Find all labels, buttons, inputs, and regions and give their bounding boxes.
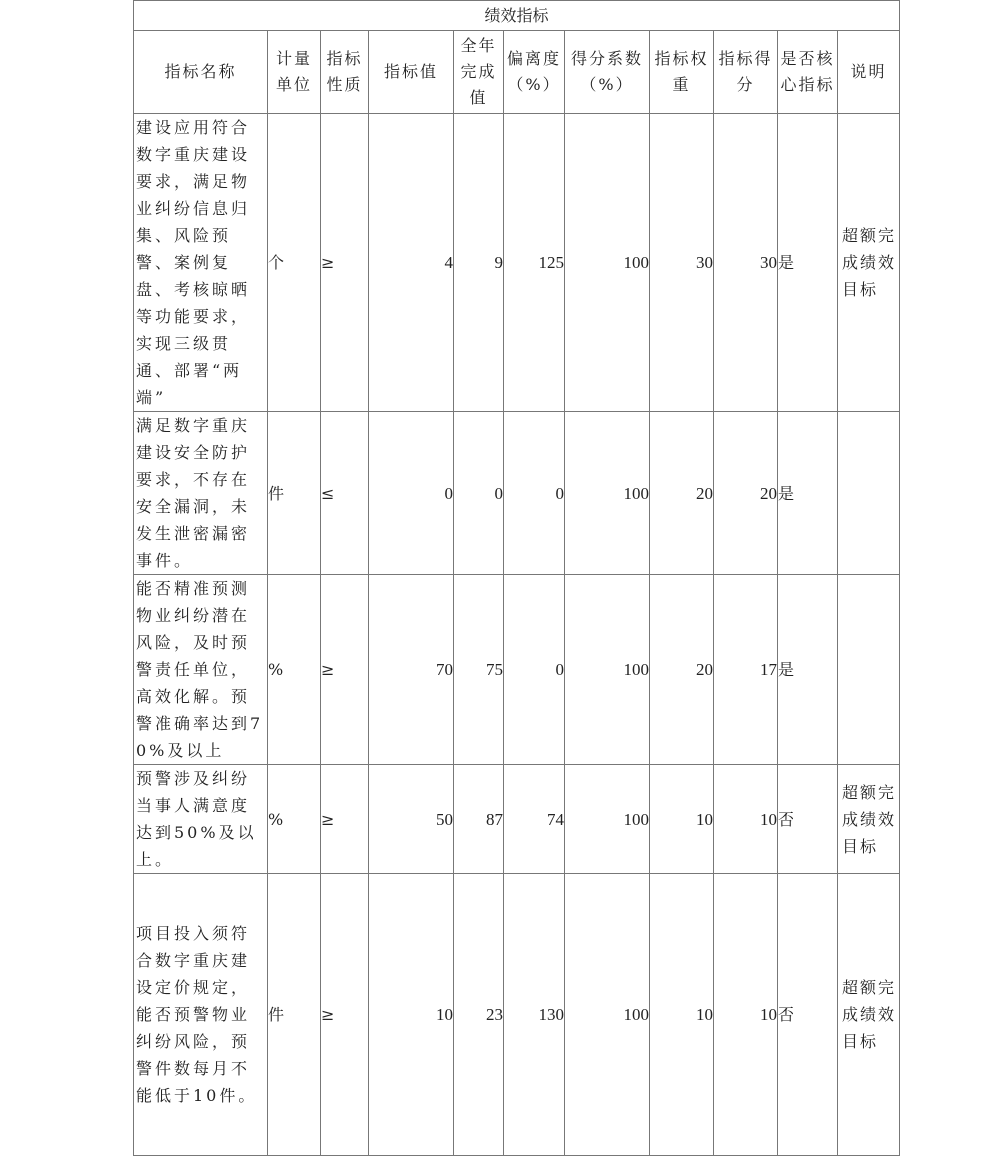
cell-coef: 100 bbox=[565, 874, 650, 1156]
cell-unit: % bbox=[268, 575, 321, 765]
cell-weight: 10 bbox=[650, 765, 714, 874]
cell-weight: 20 bbox=[650, 412, 714, 575]
cell-deviation: 74 bbox=[504, 765, 565, 874]
table-row bbox=[134, 765, 900, 874]
cell-nature: ≥ bbox=[321, 114, 369, 412]
cell-target: 70 bbox=[369, 575, 454, 765]
cell-actual: 0 bbox=[454, 412, 504, 575]
cell-core: 否 bbox=[778, 874, 838, 1156]
cell-name: 建设应用符合数字重庆建设要求，满足物业纠纷信息归集、风险预警、案例复盘、考核晾晒等功能要求，实现三级贯通、部署“两端” bbox=[134, 114, 268, 412]
cell-deviation: 130 bbox=[504, 874, 565, 1156]
header-name: 指标名称 bbox=[134, 31, 268, 114]
header-core: 是否核心指标 bbox=[778, 31, 838, 114]
cell-nature: ≤ bbox=[321, 412, 369, 575]
cell-score: 30 bbox=[714, 114, 778, 412]
cell-weight: 20 bbox=[650, 575, 714, 765]
header-deviation: 偏离度（%） bbox=[504, 31, 565, 114]
cell-note: 超额完成绩效目标 bbox=[838, 114, 900, 412]
cell-unit: 个 bbox=[268, 114, 321, 412]
table-row bbox=[134, 874, 900, 1156]
cell-score: 20 bbox=[714, 412, 778, 575]
cell-unit: % bbox=[268, 765, 321, 874]
table-row bbox=[134, 114, 900, 412]
cell-coef: 100 bbox=[565, 114, 650, 412]
cell-score: 17 bbox=[714, 575, 778, 765]
cell-score: 10 bbox=[714, 874, 778, 1156]
cell-actual: 23 bbox=[454, 874, 504, 1156]
cell-note: 超额完成绩效目标 bbox=[838, 765, 900, 874]
cell-nature: ≥ bbox=[321, 765, 369, 874]
cell-actual: 9 bbox=[454, 114, 504, 412]
cell-target: 0 bbox=[369, 412, 454, 575]
header-weight: 指标权重 bbox=[650, 31, 714, 114]
cell-note bbox=[838, 575, 900, 765]
cell-core: 是 bbox=[778, 575, 838, 765]
cell-nature: ≥ bbox=[321, 575, 369, 765]
header-target: 指标值 bbox=[369, 31, 454, 114]
cell-note: 超额完成绩效目标 bbox=[838, 874, 900, 1156]
header-note: 说明 bbox=[838, 31, 900, 114]
cell-core: 是 bbox=[778, 114, 838, 412]
cell-unit: 件 bbox=[268, 874, 321, 1156]
cell-score: 10 bbox=[714, 765, 778, 874]
cell-name: 预警涉及纠纷当事人满意度达到50%及以上。 bbox=[134, 765, 268, 874]
cell-target: 4 bbox=[369, 114, 454, 412]
cell-core: 是 bbox=[778, 412, 838, 575]
performance-indicator-table bbox=[133, 0, 900, 1156]
cell-name: 项目投入须符合数字重庆建设定价规定，能否预警物业纠纷风险，预警件数每月不能低于10件。 bbox=[134, 874, 268, 1156]
cell-coef: 100 bbox=[565, 765, 650, 874]
cell-coef: 100 bbox=[565, 575, 650, 765]
cell-target: 50 bbox=[369, 765, 454, 874]
cell-weight: 30 bbox=[650, 114, 714, 412]
header-score: 指标得分 bbox=[714, 31, 778, 114]
table-row bbox=[134, 412, 900, 575]
cell-target: 10 bbox=[369, 874, 454, 1156]
cell-note bbox=[838, 412, 900, 575]
cell-name: 满足数字重庆建设安全防护要求，不存在安全漏洞，未发生泄密漏密事件。 bbox=[134, 412, 268, 575]
header-nature: 指标性质 bbox=[321, 31, 369, 114]
cell-actual: 75 bbox=[454, 575, 504, 765]
table-title: 绩效指标 bbox=[134, 1, 900, 31]
header-coef: 得分系数（%） bbox=[565, 31, 650, 114]
table-row bbox=[134, 575, 900, 765]
header-actual: 全年完成值 bbox=[454, 31, 504, 114]
cell-actual: 87 bbox=[454, 765, 504, 874]
cell-deviation: 0 bbox=[504, 575, 565, 765]
cell-nature: ≥ bbox=[321, 874, 369, 1156]
cell-deviation: 0 bbox=[504, 412, 565, 575]
cell-deviation: 125 bbox=[504, 114, 565, 412]
header-unit: 计量单位 bbox=[268, 31, 321, 114]
cell-coef: 100 bbox=[565, 412, 650, 575]
cell-unit: 件 bbox=[268, 412, 321, 575]
cell-name: 能否精准预测物业纠纷潜在风险，及时预警责任单位，高效化解。预警准确率达到70%及以上 bbox=[134, 575, 268, 765]
cell-core: 否 bbox=[778, 765, 838, 874]
cell-weight: 10 bbox=[650, 874, 714, 1156]
